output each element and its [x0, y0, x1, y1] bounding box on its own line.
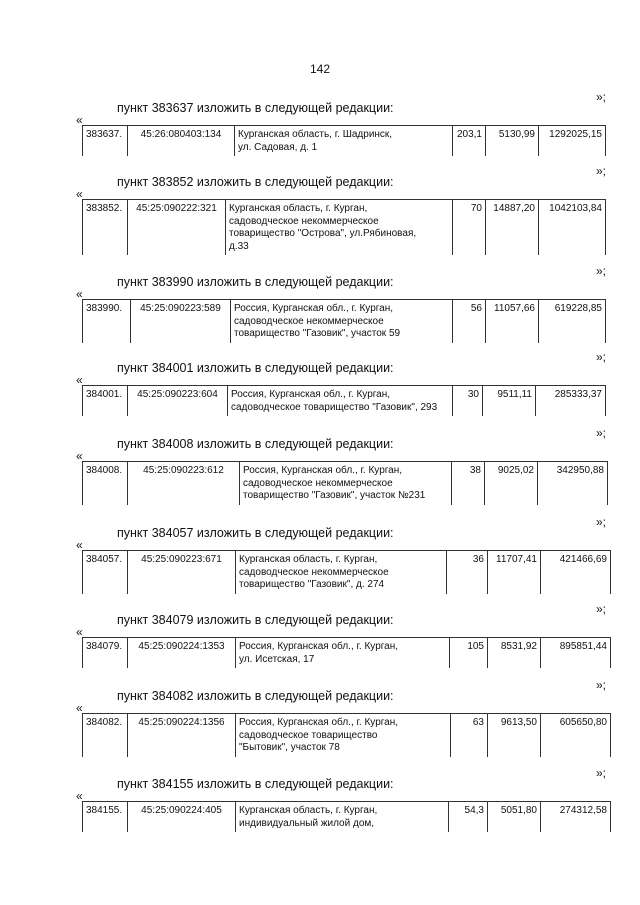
table-row: [83, 462, 608, 505]
area-cell: 54,3: [449, 802, 488, 833]
area-cell: 63: [451, 714, 488, 757]
address-line: д.33: [229, 240, 249, 252]
address-line: Курганская область, г. Курган,: [239, 554, 378, 565]
area-cell: 30: [453, 386, 483, 417]
area-cell: 36: [447, 551, 488, 594]
row-id-cell: 384082.: [83, 714, 128, 757]
address-line: Россия, Курганская обл., г. Курган,: [239, 641, 399, 652]
cadastral-table: [82, 385, 606, 416]
row-id-cell: 384057.: [83, 551, 128, 594]
amendment-instruction: пункт 383637 изложить в следующей редакции:: [117, 101, 394, 115]
amendment-instruction: пункт 384079 изложить в следующей редакции:: [117, 613, 394, 627]
address-line: садоводческое товарищество "Газовик", 293: [231, 401, 438, 413]
address-line: ул. Садовая, д. 1: [238, 141, 318, 153]
closing-quote: »;: [596, 426, 607, 440]
area-cell: 203,1: [453, 126, 486, 157]
address-line: Курганская область, г. Шадринск,: [238, 129, 393, 140]
rate-cell: 11707,41: [488, 551, 541, 594]
table-row: [83, 551, 611, 594]
opening-quote: «: [76, 187, 83, 201]
table-row: [83, 386, 606, 417]
cadastral-table: [82, 550, 611, 594]
cadastral-value-cell: 1292025,15: [539, 126, 606, 157]
rate-cell: 9613,50: [488, 714, 541, 757]
rate-cell: 9025,02: [485, 462, 538, 505]
area-cell: 56: [453, 300, 486, 343]
closing-quote: »;: [596, 350, 607, 364]
address-cell: [236, 714, 451, 757]
address-line: Россия, Курганская обл., г. Курган,: [239, 717, 399, 728]
row-id-cell: 384008.: [83, 462, 128, 505]
opening-quote: «: [76, 449, 83, 463]
address-cell: [236, 638, 450, 669]
cadastral-table: [82, 125, 606, 156]
area-cell: 70: [453, 200, 486, 256]
cadastral-table: [82, 299, 606, 343]
address-cell: [231, 300, 453, 343]
table-row: [83, 714, 611, 757]
cadastral-value-cell: 619228,85: [539, 300, 606, 343]
cadastral-table: [82, 637, 611, 668]
closing-quote: »;: [596, 602, 607, 616]
area-cell: 38: [452, 462, 485, 505]
address-cell: [236, 802, 449, 833]
closing-quote: »;: [596, 90, 607, 104]
opening-quote: «: [76, 625, 83, 639]
closing-quote: »;: [596, 515, 607, 529]
rate-cell: 8531,92: [488, 638, 541, 669]
address-cell: [235, 126, 453, 157]
address-line: садоводческое некоммерческое: [234, 315, 384, 327]
address-line: товарищество "Газовик", участок 59: [234, 328, 401, 339]
closing-quote: »;: [596, 678, 607, 692]
address-line: Россия, Курганская обл., г. Курган,: [231, 389, 391, 400]
cadastral-value-cell: 421466,69: [541, 551, 611, 594]
closing-quote: »;: [596, 766, 607, 780]
cadastral-value-cell: 342950,88: [538, 462, 608, 505]
cadastral-value-cell: 895851,44: [541, 638, 611, 669]
cadastre-number-cell: 45:25:090224:1356: [128, 714, 236, 757]
address-line: Россия, Курганская обл., г. Курган,: [234, 303, 394, 314]
table-row: [83, 300, 606, 343]
address-line: товарищество "Газовик", участок №231: [243, 490, 426, 501]
address-line: садоводческое некоммерческое: [229, 215, 379, 227]
amendment-instruction: пункт 384155 изложить в следующей редакции:: [117, 777, 394, 791]
page-number: 142: [309, 62, 331, 76]
rate-cell: 5130,99: [486, 126, 539, 157]
address-line: Курганская область, г. Курган,: [239, 805, 378, 816]
opening-quote: «: [76, 373, 83, 387]
rate-cell: 9511,11: [483, 386, 536, 417]
amendment-instruction: пункт 384001 изложить в следующей редакции:: [117, 361, 394, 375]
address-cell: [228, 386, 453, 417]
row-id-cell: 384155.: [83, 802, 128, 833]
table-row: [83, 200, 606, 256]
row-id-cell: 384079.: [83, 638, 128, 669]
cadastral-value-cell: 274312,58: [541, 802, 611, 833]
opening-quote: «: [76, 113, 83, 127]
area-cell: 105: [450, 638, 488, 669]
address-line: ул. Исетская, 17: [239, 653, 315, 665]
cadastral-value-cell: 285333,37: [536, 386, 606, 417]
cadastral-value-cell: 1042103,84: [539, 200, 606, 256]
row-id-cell: 383852.: [83, 200, 128, 256]
cadastre-number-cell: 45:25:090223:671: [128, 551, 236, 594]
address-cell: [236, 551, 447, 594]
address-line: Курганская область, г. Курган,: [229, 203, 368, 214]
address-line: товарищество "Газовик", д. 274: [239, 579, 385, 590]
cadastral-table: [82, 713, 611, 757]
row-id-cell: 383637.: [83, 126, 128, 157]
row-id-cell: 384001.: [83, 386, 128, 417]
cadastre-number-cell: 45:25:090223:589: [131, 300, 231, 343]
rate-cell: 14887,20: [486, 200, 539, 256]
opening-quote: «: [76, 789, 83, 803]
address-line: индивидуальный жилой дом,: [239, 817, 375, 829]
cadastral-value-cell: 605650,80: [541, 714, 611, 757]
address-line: садоводческое некоммерческое: [243, 477, 393, 489]
opening-quote: «: [76, 701, 83, 715]
address-cell: [240, 462, 452, 505]
opening-quote: «: [76, 287, 83, 301]
cadastral-table: [82, 199, 606, 255]
opening-quote: «: [76, 538, 83, 552]
amendment-instruction: пункт 384008 изложить в следующей редакции:: [117, 437, 394, 451]
address-line: Россия, Курганская обл., г. Курган,: [243, 465, 403, 476]
amendment-instruction: пункт 383852 изложить в следующей редакции:: [117, 175, 394, 189]
cadastre-number-cell: 45:25:090224:405: [128, 802, 236, 833]
closing-quote: »;: [596, 264, 607, 278]
address-line: садоводческое товарищество: [239, 729, 378, 741]
closing-quote: »;: [596, 164, 607, 178]
table-row: [83, 638, 611, 669]
address-cell: [226, 200, 453, 256]
rate-cell: 5051,80: [488, 802, 541, 833]
amendment-instruction: пункт 384057 изложить в следующей редакции:: [117, 526, 394, 540]
address-line: "Бытовик", участок 78: [239, 742, 340, 753]
amendment-instruction: пункт 384082 изложить в следующей редакции:: [117, 689, 394, 703]
cadastre-number-cell: 45:25:090223:604: [128, 386, 228, 417]
rate-cell: 11057,66: [486, 300, 539, 343]
table-row: [83, 126, 606, 157]
address-line: садоводческое некоммерческое: [239, 566, 389, 578]
cadastre-number-cell: 45:26:080403:134: [128, 126, 235, 157]
address-line: товарищество "Острова", ул.Рябиновая,: [229, 228, 417, 239]
cadastre-number-cell: 45:25:090222:321: [128, 200, 226, 256]
cadastral-table: [82, 801, 611, 832]
cadastre-number-cell: 45:25:090223:612: [128, 462, 240, 505]
table-row: [83, 802, 611, 833]
cadastre-number-cell: 45:25:090224:1353: [128, 638, 236, 669]
row-id-cell: 383990.: [83, 300, 131, 343]
amendment-instruction: пункт 383990 изложить в следующей редакции:: [117, 275, 394, 289]
cadastral-table: [82, 461, 608, 505]
